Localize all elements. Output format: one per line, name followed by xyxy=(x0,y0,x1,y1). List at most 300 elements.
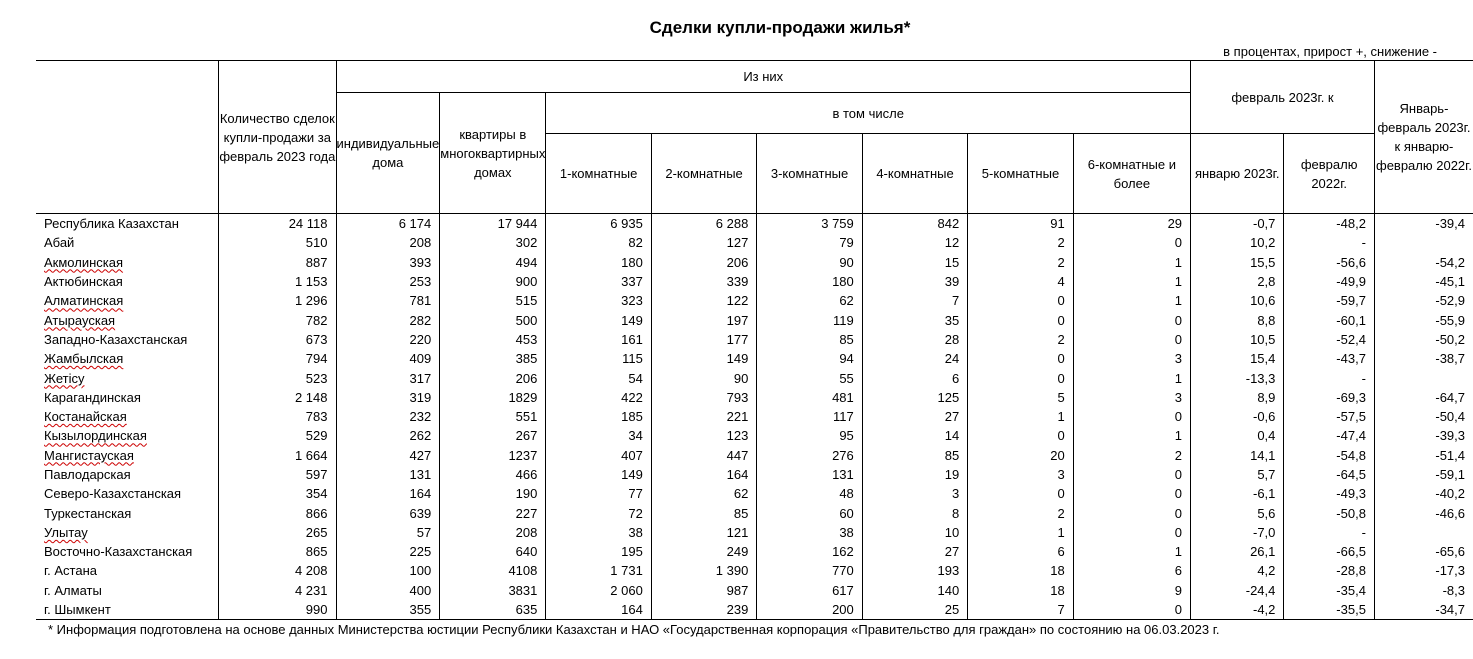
region-label: Абай xyxy=(44,235,75,251)
cell-r2: 339 xyxy=(651,272,756,291)
region-name xyxy=(36,253,219,272)
table-row xyxy=(36,388,1473,407)
table-row xyxy=(36,426,1473,445)
table-row xyxy=(36,523,1473,542)
cell-r2: 447 xyxy=(651,446,756,465)
cell-r3: 38 xyxy=(757,523,862,542)
cell-r6: 1 xyxy=(1073,272,1190,291)
cell-r5: 20 xyxy=(968,446,1073,465)
region-label: Карагандинская xyxy=(44,389,141,405)
cell-jan: -4,2 xyxy=(1191,600,1284,620)
cell-r5: 2 xyxy=(968,233,1073,252)
cell-jf: -38,7 xyxy=(1374,349,1473,368)
cell-jan: 14,1 xyxy=(1191,446,1284,465)
region-name xyxy=(36,272,219,291)
region-label: Жамбылская xyxy=(44,351,124,367)
cell-r5: 7 xyxy=(968,600,1073,620)
cell-ind: 781 xyxy=(336,291,440,310)
cell-r2: 85 xyxy=(651,503,756,522)
cell-jan: 5,7 xyxy=(1191,465,1284,484)
cell-r5: 18 xyxy=(968,561,1073,580)
cell-apt: 1829 xyxy=(440,388,546,407)
table-row xyxy=(36,310,1473,329)
cell-jf: -50,4 xyxy=(1374,407,1473,426)
cell-apt: 500 xyxy=(440,310,546,329)
cell-r1: 149 xyxy=(546,465,651,484)
cell-r2: 249 xyxy=(651,542,756,561)
cell-r2: 206 xyxy=(651,253,756,272)
table-row xyxy=(36,561,1473,580)
cell-r3: 95 xyxy=(757,426,862,445)
cell-r4: 842 xyxy=(862,214,967,234)
cell-jf: -17,3 xyxy=(1374,561,1473,580)
cell-r5: 2 xyxy=(968,330,1073,349)
cell-jf: -59,1 xyxy=(1374,465,1473,484)
cell-jf: -40,2 xyxy=(1374,484,1473,503)
table-row xyxy=(36,272,1473,291)
region-label: Павлодарская xyxy=(44,467,131,482)
table-row xyxy=(36,368,1473,387)
cell-r6: 0 xyxy=(1073,233,1190,252)
cell-total: 990 xyxy=(219,600,336,620)
cell-jf: -39,3 xyxy=(1374,426,1473,445)
cell-apt: 466 xyxy=(440,465,546,484)
cell-r6: 6 xyxy=(1073,561,1190,580)
region-label: Северо-Казахстанская xyxy=(44,486,182,502)
cell-r3: 60 xyxy=(757,503,862,522)
cell-r1: 34 xyxy=(546,426,651,445)
cell-r4: 193 xyxy=(862,561,967,580)
cell-r1: 72 xyxy=(546,503,651,522)
cell-r1: 38 xyxy=(546,523,651,542)
cell-r4: 28 xyxy=(862,330,967,349)
cell-feb: -49,3 xyxy=(1284,484,1375,503)
cell-r3: 200 xyxy=(757,600,862,620)
region-label: Западно-Казахстанская xyxy=(44,331,188,347)
cell-jan: 0,4 xyxy=(1191,426,1284,445)
header-rooms-5: 5-комнатные xyxy=(968,134,1073,214)
cell-r3: 79 xyxy=(757,233,862,252)
cell-apt: 17 944 xyxy=(440,214,546,234)
region-label: г. Астана xyxy=(44,563,97,579)
region-label: Улытау xyxy=(44,524,88,540)
header-of-which: Из них xyxy=(336,61,1191,93)
cell-jf: -54,2 xyxy=(1374,253,1473,272)
cell-ind: 317 xyxy=(336,368,440,387)
region-name xyxy=(36,330,219,349)
cell-r3: 770 xyxy=(757,561,862,580)
cell-jf: -65,6 xyxy=(1374,542,1473,561)
cell-jan: 4,2 xyxy=(1191,561,1284,580)
table-row xyxy=(36,349,1473,368)
cell-total: 1 153 xyxy=(219,272,336,291)
cell-r2: 127 xyxy=(651,233,756,252)
region-name xyxy=(36,600,219,620)
cell-ind: 639 xyxy=(336,503,440,522)
cell-ind: 131 xyxy=(336,465,440,484)
cell-jf: -8,3 xyxy=(1374,581,1473,600)
cell-ind: 6 174 xyxy=(336,214,440,234)
cell-r5: 2 xyxy=(968,503,1073,522)
cell-r4: 39 xyxy=(862,272,967,291)
cell-r4: 14 xyxy=(862,426,967,445)
region-name xyxy=(36,291,219,310)
cell-r6: 0 xyxy=(1073,310,1190,329)
cell-r2: 122 xyxy=(651,291,756,310)
cell-r1: 323 xyxy=(546,291,651,310)
cell-jan: 5,6 xyxy=(1191,503,1284,522)
cell-r3: 94 xyxy=(757,349,862,368)
header-jan2023: январю 2023г. xyxy=(1191,134,1284,214)
cell-r1: 422 xyxy=(546,388,651,407)
cell-r2: 1 390 xyxy=(651,561,756,580)
header-feb2023-to: февраль 2023г. к xyxy=(1191,61,1375,134)
cell-r5: 0 xyxy=(968,426,1073,445)
cell-jan: -0,6 xyxy=(1191,407,1284,426)
cell-r6: 0 xyxy=(1073,600,1190,620)
cell-ind: 355 xyxy=(336,600,440,620)
header-janfeb: Январь-февраль 2023г. к январю-февралю 2022г. xyxy=(1374,61,1473,214)
region-label: г. Алматы xyxy=(44,582,102,598)
cell-total: 24 118 xyxy=(219,214,336,234)
cell-r6: 2 xyxy=(1073,446,1190,465)
cell-r2: 239 xyxy=(651,600,756,620)
cell-r5: 0 xyxy=(968,310,1073,329)
cell-r2: 121 xyxy=(651,523,756,542)
cell-r2: 149 xyxy=(651,349,756,368)
cell-feb: -28,8 xyxy=(1284,561,1375,580)
cell-r1: 77 xyxy=(546,484,651,503)
cell-r5: 0 xyxy=(968,484,1073,503)
cell-apt: 640 xyxy=(440,542,546,561)
cell-jf: -51,4 xyxy=(1374,446,1473,465)
cell-jan: 8,8 xyxy=(1191,310,1284,329)
page-title: Сделки купли-продажи жилья* xyxy=(649,18,911,37)
cell-r1: 1 731 xyxy=(546,561,651,580)
cell-feb: -35,4 xyxy=(1284,581,1375,600)
cell-total: 887 xyxy=(219,253,336,272)
cell-total: 2 148 xyxy=(219,388,336,407)
cell-r5: 3 xyxy=(968,465,1073,484)
cell-jan: -24,4 xyxy=(1191,581,1284,600)
cell-r4: 19 xyxy=(862,465,967,484)
cell-r4: 6 xyxy=(862,368,967,387)
footnote: * Информация подготовлена на основе данных Министерства юстиции Республики Казахстан и НАО «Государственная корпорация «Правительство для граждан» по состоянию на 06.03.2023 г. xyxy=(48,622,1220,637)
cell-r5: 2 xyxy=(968,253,1073,272)
cell-r2: 6 288 xyxy=(651,214,756,234)
cell-ind: 57 xyxy=(336,523,440,542)
cell-ind: 208 xyxy=(336,233,440,252)
cell-jf: -46,6 xyxy=(1374,503,1473,522)
header-feb2022: февралю 2022г. xyxy=(1284,134,1375,214)
region-name xyxy=(36,407,219,426)
region-label: Актюбинская xyxy=(44,274,123,290)
cell-r4: 125 xyxy=(862,388,967,407)
region-name xyxy=(36,310,219,329)
cell-total: 523 xyxy=(219,368,336,387)
cell-jf: -64,7 xyxy=(1374,388,1473,407)
region-name xyxy=(36,561,219,580)
cell-feb: -54,8 xyxy=(1284,446,1375,465)
cell-ind: 400 xyxy=(336,581,440,600)
cell-feb: -66,5 xyxy=(1284,542,1375,561)
region-label: г. Шымкент xyxy=(44,602,111,618)
region-label: Туркестанская xyxy=(44,505,132,521)
cell-feb: -56,6 xyxy=(1284,253,1375,272)
cell-r2: 62 xyxy=(651,484,756,503)
cell-jan: 10,5 xyxy=(1191,330,1284,349)
region-name xyxy=(36,523,219,542)
cell-apt: 385 xyxy=(440,349,546,368)
cell-r6: 0 xyxy=(1073,523,1190,542)
cell-r2: 793 xyxy=(651,388,756,407)
cell-r2: 123 xyxy=(651,426,756,445)
cell-total: 265 xyxy=(219,523,336,542)
cell-r4: 3 xyxy=(862,484,967,503)
cell-total: 1 664 xyxy=(219,446,336,465)
region-label: Мангистауская xyxy=(44,447,134,463)
cell-jf: -50,2 xyxy=(1374,330,1473,349)
region-label: Атырауская xyxy=(44,312,116,328)
cell-r1: 82 xyxy=(546,233,651,252)
cell-r3: 85 xyxy=(757,330,862,349)
cell-ind: 225 xyxy=(336,542,440,561)
cell-feb: - xyxy=(1284,233,1375,252)
cell-apt: 1237 xyxy=(440,446,546,465)
region-name xyxy=(36,388,219,407)
cell-ind: 319 xyxy=(336,388,440,407)
cell-r6: 0 xyxy=(1073,407,1190,426)
header-count: Количество сделок купли-продажи за февраль 2023 года xyxy=(219,61,336,214)
header-rooms-4: 4-комнатные xyxy=(862,134,967,214)
region-name xyxy=(36,349,219,368)
cell-apt: 267 xyxy=(440,426,546,445)
cell-r5: 0 xyxy=(968,291,1073,310)
cell-jan: 10,6 xyxy=(1191,291,1284,310)
cell-jan: 8,9 xyxy=(1191,388,1284,407)
cell-r1: 6 935 xyxy=(546,214,651,234)
cell-ind: 427 xyxy=(336,446,440,465)
cell-ind: 232 xyxy=(336,407,440,426)
cell-jan: -6,1 xyxy=(1191,484,1284,503)
cell-total: 4 208 xyxy=(219,561,336,580)
table-row xyxy=(36,407,1473,426)
cell-total: 783 xyxy=(219,407,336,426)
cell-r6: 1 xyxy=(1073,291,1190,310)
table-row xyxy=(36,330,1473,349)
region-label: Восточно-Казахстанская xyxy=(44,544,193,560)
cell-r6: 1 xyxy=(1073,426,1190,445)
cell-r4: 35 xyxy=(862,310,967,329)
cell-feb: -50,8 xyxy=(1284,503,1375,522)
cell-total: 529 xyxy=(219,426,336,445)
cell-apt: 302 xyxy=(440,233,546,252)
header-region xyxy=(36,61,219,214)
cell-feb: -60,1 xyxy=(1284,310,1375,329)
header-rooms-2: 2-комнатные xyxy=(651,134,756,214)
cell-total: 794 xyxy=(219,349,336,368)
cell-apt: 515 xyxy=(440,291,546,310)
cell-feb: - xyxy=(1284,368,1375,387)
cell-total: 673 xyxy=(219,330,336,349)
cell-r6: 1 xyxy=(1073,253,1190,272)
cell-r2: 164 xyxy=(651,465,756,484)
cell-r5: 1 xyxy=(968,407,1073,426)
cell-r5: 0 xyxy=(968,349,1073,368)
cell-r6: 0 xyxy=(1073,503,1190,522)
cell-r6: 29 xyxy=(1073,214,1190,234)
cell-r6: 0 xyxy=(1073,484,1190,503)
cell-jan: -13,3 xyxy=(1191,368,1284,387)
cell-r4: 27 xyxy=(862,407,967,426)
cell-feb: -47,4 xyxy=(1284,426,1375,445)
cell-apt: 4108 xyxy=(440,561,546,580)
region-name xyxy=(36,542,219,561)
cell-r5: 5 xyxy=(968,388,1073,407)
cell-feb: -49,9 xyxy=(1284,272,1375,291)
cell-r3: 117 xyxy=(757,407,862,426)
cell-apt: 900 xyxy=(440,272,546,291)
region-label: Алматинская xyxy=(44,293,124,309)
cell-ind: 262 xyxy=(336,426,440,445)
cell-total: 510 xyxy=(219,233,336,252)
cell-r1: 161 xyxy=(546,330,651,349)
cell-r5: 0 xyxy=(968,368,1073,387)
cell-total: 597 xyxy=(219,465,336,484)
cell-jan: -0,7 xyxy=(1191,214,1284,234)
cell-r3: 162 xyxy=(757,542,862,561)
cell-feb: -35,5 xyxy=(1284,600,1375,620)
cell-r6: 9 xyxy=(1073,581,1190,600)
cell-r6: 1 xyxy=(1073,542,1190,561)
cell-apt: 190 xyxy=(440,484,546,503)
region-name xyxy=(36,465,219,484)
table-row xyxy=(36,581,1473,600)
cell-r1: 407 xyxy=(546,446,651,465)
cell-r4: 12 xyxy=(862,233,967,252)
cell-apt: 227 xyxy=(440,503,546,522)
table-row xyxy=(36,542,1473,561)
region-label: Кызылординская xyxy=(44,428,147,444)
header-including: в том числе xyxy=(546,93,1191,134)
region-label: Акмолинская xyxy=(44,254,124,270)
cell-r1: 185 xyxy=(546,407,651,426)
cell-r4: 10 xyxy=(862,523,967,542)
cell-feb: - xyxy=(1284,523,1375,542)
region-name xyxy=(36,368,219,387)
cell-r3: 62 xyxy=(757,291,862,310)
region-name xyxy=(36,581,219,600)
cell-ind: 393 xyxy=(336,253,440,272)
cell-r3: 90 xyxy=(757,253,862,272)
cell-r6: 3 xyxy=(1073,388,1190,407)
cell-apt: 453 xyxy=(440,330,546,349)
cell-r5: 4 xyxy=(968,272,1073,291)
cell-r4: 15 xyxy=(862,253,967,272)
cell-apt: 635 xyxy=(440,600,546,620)
cell-total: 354 xyxy=(219,484,336,503)
cell-r1: 149 xyxy=(546,310,651,329)
cell-total: 865 xyxy=(219,542,336,561)
cell-total: 1 296 xyxy=(219,291,336,310)
header-rooms-6plus: 6-комнатные и более xyxy=(1073,134,1190,214)
cell-r6: 0 xyxy=(1073,465,1190,484)
cell-total: 782 xyxy=(219,310,336,329)
cell-r4: 24 xyxy=(862,349,967,368)
region-label: Костанайская xyxy=(44,409,127,425)
table-row xyxy=(36,253,1473,272)
region-name xyxy=(36,503,219,522)
cell-r2: 177 xyxy=(651,330,756,349)
cell-apt: 208 xyxy=(440,523,546,542)
cell-jf xyxy=(1374,233,1473,252)
header-individual: индивидуальные дома xyxy=(336,93,440,214)
region-label: Республика Казахстан xyxy=(44,216,179,232)
cell-jf: -52,9 xyxy=(1374,291,1473,310)
cell-ind: 282 xyxy=(336,310,440,329)
cell-feb: -48,2 xyxy=(1284,214,1375,234)
cell-r2: 987 xyxy=(651,581,756,600)
cell-r1: 2 060 xyxy=(546,581,651,600)
cell-r4: 7 xyxy=(862,291,967,310)
cell-ind: 220 xyxy=(336,330,440,349)
cell-r3: 617 xyxy=(757,581,862,600)
table-row xyxy=(36,214,1473,234)
table-row xyxy=(36,233,1473,252)
cell-r4: 140 xyxy=(862,581,967,600)
cell-r2: 197 xyxy=(651,310,756,329)
table-row xyxy=(36,291,1473,310)
cell-ind: 100 xyxy=(336,561,440,580)
cell-r5: 1 xyxy=(968,523,1073,542)
cell-jan: 15,4 xyxy=(1191,349,1284,368)
housing-deals-table xyxy=(36,60,1473,620)
cell-r3: 55 xyxy=(757,368,862,387)
region-name xyxy=(36,446,219,465)
cell-r1: 164 xyxy=(546,600,651,620)
cell-apt: 3831 xyxy=(440,581,546,600)
region-name xyxy=(36,214,219,234)
cell-jan: 15,5 xyxy=(1191,253,1284,272)
cell-total: 4 231 xyxy=(219,581,336,600)
cell-ind: 253 xyxy=(336,272,440,291)
cell-r3: 48 xyxy=(757,484,862,503)
cell-jan: 2,8 xyxy=(1191,272,1284,291)
cell-total: 866 xyxy=(219,503,336,522)
cell-r5: 18 xyxy=(968,581,1073,600)
cell-r1: 54 xyxy=(546,368,651,387)
cell-jf: -55,9 xyxy=(1374,310,1473,329)
units-note: в процентах, прирост +, снижение - xyxy=(1223,44,1437,59)
cell-r1: 195 xyxy=(546,542,651,561)
cell-feb: -43,7 xyxy=(1284,349,1375,368)
cell-jan: 26,1 xyxy=(1191,542,1284,561)
cell-jf: -45,1 xyxy=(1374,272,1473,291)
cell-r4: 8 xyxy=(862,503,967,522)
cell-feb: -59,7 xyxy=(1284,291,1375,310)
cell-r3: 131 xyxy=(757,465,862,484)
region-name xyxy=(36,233,219,252)
cell-jan: 10,2 xyxy=(1191,233,1284,252)
cell-apt: 206 xyxy=(440,368,546,387)
table-row xyxy=(36,484,1473,503)
cell-r6: 0 xyxy=(1073,330,1190,349)
cell-r1: 337 xyxy=(546,272,651,291)
cell-feb: -52,4 xyxy=(1284,330,1375,349)
cell-r3: 180 xyxy=(757,272,862,291)
cell-jf xyxy=(1374,368,1473,387)
cell-r2: 90 xyxy=(651,368,756,387)
